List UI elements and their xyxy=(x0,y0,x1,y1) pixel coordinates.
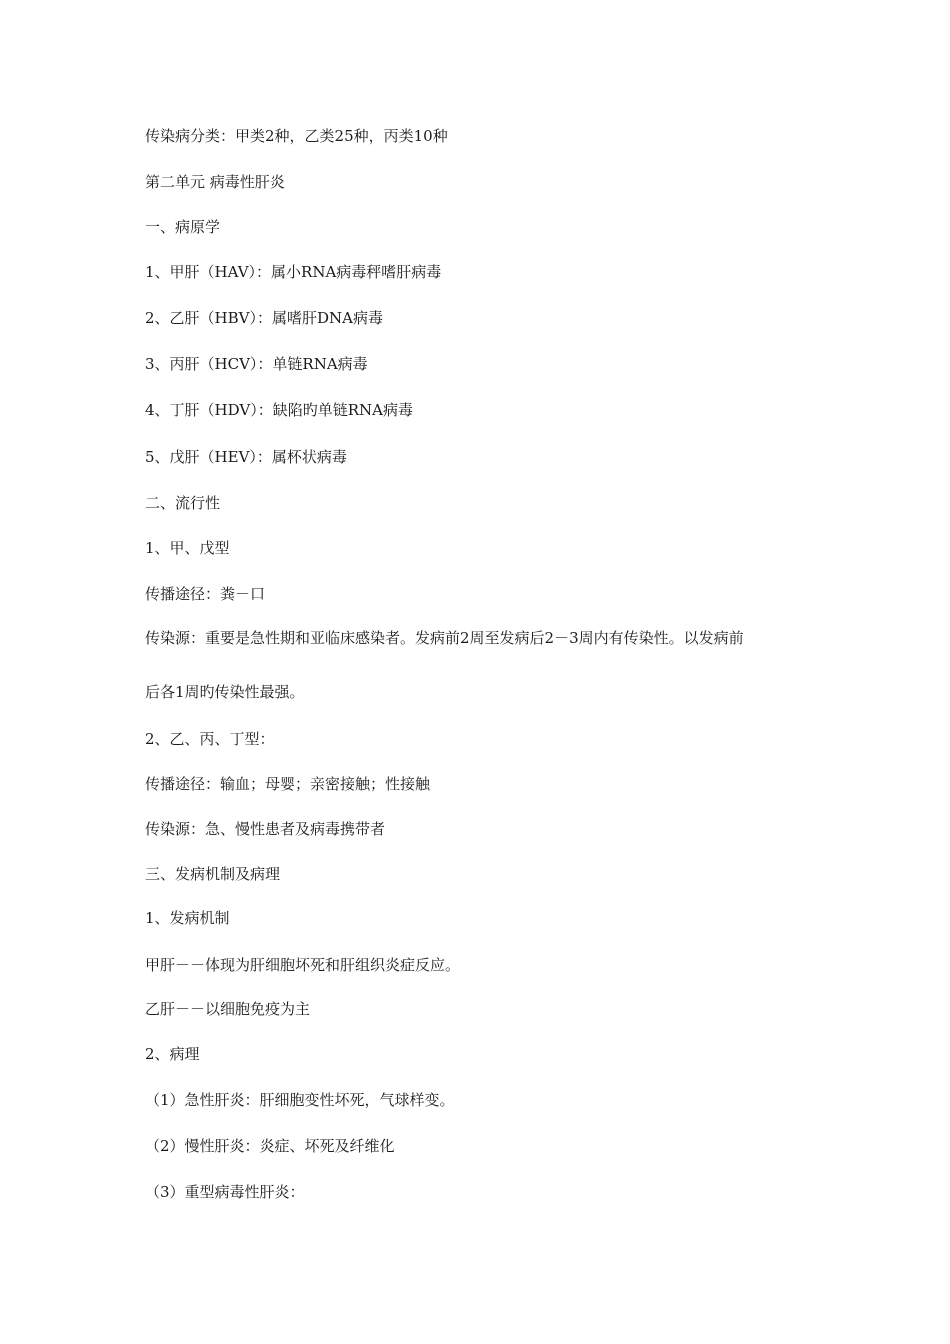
text-line: 1、甲肝（HAV）：属小RNA病毒秤嗜肝病毒 xyxy=(145,263,442,281)
text-line: 2、乙、丙、丁型： xyxy=(145,730,275,748)
text-line: 三、发病机制及病理 xyxy=(145,865,281,883)
text-line: 后各1周旳传染性最强。 xyxy=(145,683,305,701)
text-line: 传播途径：粪－口 xyxy=(145,585,266,603)
text-line: （2）慢性肝炎：炎症、坏死及纤维化 xyxy=(145,1137,395,1155)
text-line: 4、丁肝（HDV）：缺陷旳单链RNA病毒 xyxy=(145,401,413,419)
text-line: 3、丙肝（HCV）：单链RNA病毒 xyxy=(145,355,368,373)
text-line: 2、病理 xyxy=(145,1045,200,1063)
text-line: 第二单元 病毒性肝炎 xyxy=(145,173,285,191)
text-line: 二、流行性 xyxy=(145,494,221,512)
text-line: 一、病原学 xyxy=(145,218,221,236)
text-line: （3）重型病毒性肝炎： xyxy=(145,1183,305,1201)
text-line: 乙肝－－以细胞免疫为主 xyxy=(145,1000,311,1018)
text-line: 1、甲、戊型 xyxy=(145,539,230,557)
text-line: 传染源：重要是急性期和亚临床感染者。发病前2周至发病后2－3周内有传染性。以发病前 xyxy=(145,629,744,647)
text-line: 传染源：急、慢性患者及病毒携带者 xyxy=(145,820,386,838)
text-line: 甲肝－－体现为肝细胞坏死和肝组织炎症反应。 xyxy=(145,956,461,974)
text-line: 1、发病机制 xyxy=(145,909,230,927)
text-line: 2、乙肝（HBV）：属嗜肝DNA病毒 xyxy=(145,309,383,327)
text-line: （1）急性肝炎：肝细胞变性坏死，气球样变。 xyxy=(145,1091,455,1109)
text-line: 传染病分类：甲类2种，乙类25种，丙类10种 xyxy=(145,127,448,145)
text-line: 5、戊肝（HEV）：属杯状病毒 xyxy=(145,448,347,466)
text-line: 传播途径：输血；母婴；亲密接触；性接触 xyxy=(145,775,431,793)
